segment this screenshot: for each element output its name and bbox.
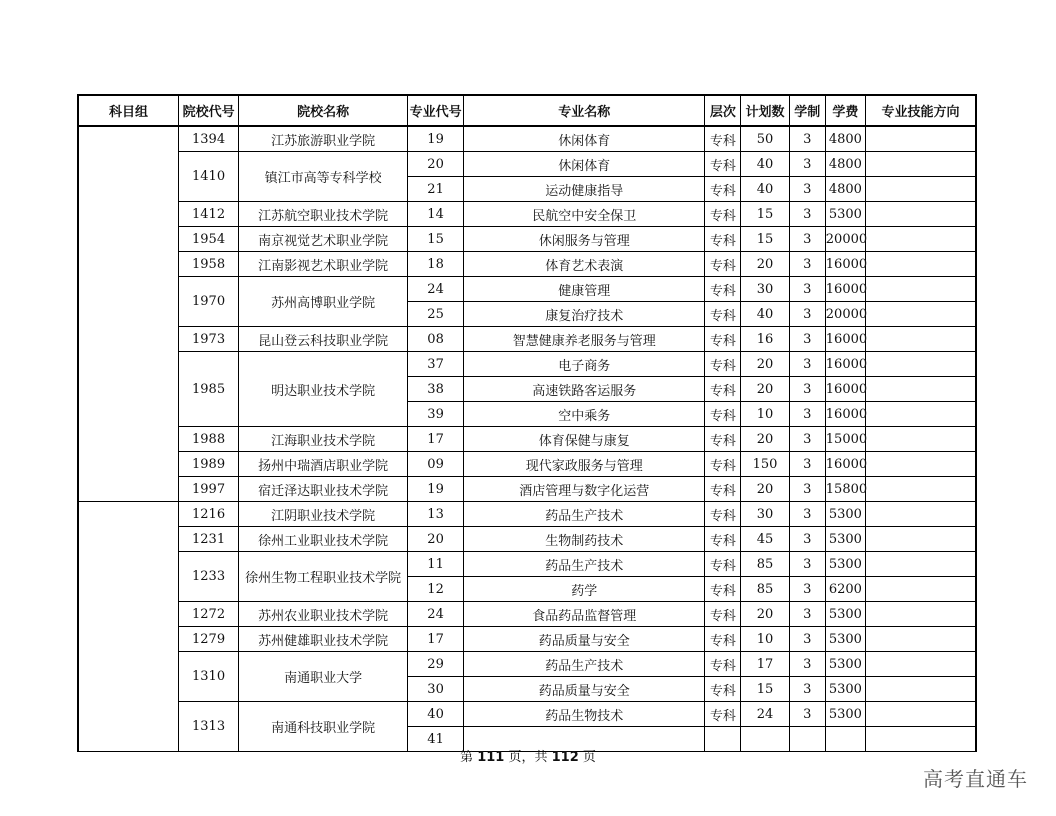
plan-count-cell: 15 bbox=[741, 202, 789, 227]
plan-count-cell: 20 bbox=[741, 477, 789, 502]
level-cell: 专科 bbox=[705, 502, 741, 527]
major-code-cell: 29 bbox=[407, 652, 463, 677]
level-cell: 专科 bbox=[705, 202, 741, 227]
school-name-cell: 镇江市高等专科学校 bbox=[239, 152, 408, 202]
plan-count-cell: 20 bbox=[741, 602, 789, 627]
plan-count-cell: 16 bbox=[741, 327, 789, 352]
school-name-cell: 明达职业技术学院 bbox=[239, 352, 408, 427]
school-name-cell: 昆山登云科技职业学院 bbox=[239, 327, 408, 352]
skill-direction-cell bbox=[865, 227, 976, 252]
tuition-cell: 5300 bbox=[825, 677, 865, 702]
major-code-cell: 37 bbox=[407, 352, 463, 377]
school-code-cell: 1313 bbox=[178, 702, 238, 752]
plan-count-cell: 15 bbox=[741, 677, 789, 702]
major-code-cell: 40 bbox=[407, 702, 463, 727]
tuition-cell: 5300 bbox=[825, 702, 865, 727]
years-cell: 3 bbox=[789, 252, 825, 277]
major-name-cell: 体育保健与康复 bbox=[464, 427, 705, 452]
tuition-cell: 5300 bbox=[825, 527, 865, 552]
major-code-cell: 19 bbox=[407, 477, 463, 502]
major-name-cell: 药品质量与安全 bbox=[464, 677, 705, 702]
tuition-cell: 5300 bbox=[825, 627, 865, 652]
plan-count-cell: 40 bbox=[741, 152, 789, 177]
school-code-cell: 1394 bbox=[178, 126, 238, 152]
major-code-cell: 24 bbox=[407, 602, 463, 627]
skill-direction-cell bbox=[865, 452, 976, 477]
admission-plan-table bbox=[77, 94, 977, 752]
skill-direction-cell bbox=[865, 277, 976, 302]
tuition-cell: 6200 bbox=[825, 577, 865, 602]
school-name-cell: 宿迁泽达职业技术学院 bbox=[239, 477, 408, 502]
school-code-cell: 1985 bbox=[178, 352, 238, 427]
level-cell: 专科 bbox=[705, 477, 741, 502]
skill-direction-cell bbox=[865, 202, 976, 227]
skill-direction-cell bbox=[865, 652, 976, 677]
tuition-cell: 16000 bbox=[825, 252, 865, 277]
plan-count-cell: 15 bbox=[741, 227, 789, 252]
table-row bbox=[78, 152, 976, 177]
table-header-row bbox=[78, 95, 976, 126]
school-name-cell: 江海职业技术学院 bbox=[239, 427, 408, 452]
major-code-cell: 24 bbox=[407, 277, 463, 302]
school-name-cell: 徐州工业职业技术学院 bbox=[239, 527, 408, 552]
skill-direction-cell bbox=[865, 352, 976, 377]
major-code-cell: 20 bbox=[407, 152, 463, 177]
skill-direction-cell bbox=[865, 477, 976, 502]
header-school-code: 院校代号 bbox=[178, 95, 238, 126]
major-name-cell: 休闲服务与管理 bbox=[464, 227, 705, 252]
level-cell: 专科 bbox=[705, 352, 741, 377]
tuition-cell: 5300 bbox=[825, 552, 865, 577]
major-name-cell: 休闲体育 bbox=[464, 152, 705, 177]
header-major-name: 专业名称 bbox=[464, 95, 705, 126]
years-cell: 3 bbox=[789, 677, 825, 702]
years-cell: 3 bbox=[789, 552, 825, 577]
skill-direction-cell bbox=[865, 677, 976, 702]
tuition-cell: 4800 bbox=[825, 152, 865, 177]
level-cell: 专科 bbox=[705, 577, 741, 602]
school-name-cell: 江阴职业技术学院 bbox=[239, 502, 408, 527]
school-code-cell: 1233 bbox=[178, 552, 238, 602]
major-code-cell: 30 bbox=[407, 677, 463, 702]
admission-plan-table-container bbox=[77, 94, 977, 747]
plan-count-cell: 10 bbox=[741, 627, 789, 652]
subject-group-cell bbox=[78, 502, 178, 752]
major-name-cell: 体育艺术表演 bbox=[464, 252, 705, 277]
major-name-cell: 电子商务 bbox=[464, 352, 705, 377]
major-name-cell: 健康管理 bbox=[464, 277, 705, 302]
school-code-cell: 1272 bbox=[178, 602, 238, 627]
table-row bbox=[78, 602, 976, 627]
plan-count-cell: 20 bbox=[741, 427, 789, 452]
table-row bbox=[78, 202, 976, 227]
header-subject-group: 科目组 bbox=[78, 95, 178, 126]
years-cell: 3 bbox=[789, 152, 825, 177]
level-cell: 专科 bbox=[705, 402, 741, 427]
school-code-cell: 1989 bbox=[178, 452, 238, 477]
plan-count-cell: 30 bbox=[741, 502, 789, 527]
level-cell: 专科 bbox=[705, 252, 741, 277]
school-code-cell: 1988 bbox=[178, 427, 238, 452]
skill-direction-cell bbox=[865, 702, 976, 727]
school-name-cell: 江苏航空职业技术学院 bbox=[239, 202, 408, 227]
tuition-cell: 16000 bbox=[825, 352, 865, 377]
years-cell: 3 bbox=[789, 202, 825, 227]
table-row bbox=[78, 652, 976, 677]
footer-middle: 页，共 bbox=[504, 750, 552, 765]
major-name-cell: 食品药品监督管理 bbox=[464, 602, 705, 627]
major-name-cell: 药品生物技术 bbox=[464, 702, 705, 727]
years-cell: 3 bbox=[789, 577, 825, 602]
level-cell: 专科 bbox=[705, 702, 741, 727]
tuition-cell: 5300 bbox=[825, 602, 865, 627]
level-cell: 专科 bbox=[705, 152, 741, 177]
major-name-cell: 民航空中安全保卫 bbox=[464, 202, 705, 227]
years-cell: 3 bbox=[789, 452, 825, 477]
years-cell: 3 bbox=[789, 477, 825, 502]
school-code-cell: 1412 bbox=[178, 202, 238, 227]
plan-count-cell: 85 bbox=[741, 577, 789, 602]
level-cell: 专科 bbox=[705, 126, 741, 152]
level-cell: 专科 bbox=[705, 177, 741, 202]
major-name-cell: 药品生产技术 bbox=[464, 502, 705, 527]
skill-direction-cell bbox=[865, 602, 976, 627]
skill-direction-cell bbox=[865, 377, 976, 402]
school-code-cell: 1970 bbox=[178, 277, 238, 327]
level-cell: 专科 bbox=[705, 427, 741, 452]
major-code-cell: 19 bbox=[407, 126, 463, 152]
plan-count-cell: 20 bbox=[741, 377, 789, 402]
watermark: 高考直通车 bbox=[923, 767, 1028, 791]
school-code-cell: 1958 bbox=[178, 252, 238, 277]
subject-group-cell bbox=[78, 126, 178, 502]
tuition-cell: 16000 bbox=[825, 277, 865, 302]
skill-direction-cell bbox=[865, 402, 976, 427]
major-code-cell: 25 bbox=[407, 302, 463, 327]
header-level: 层次 bbox=[705, 95, 741, 126]
tuition-cell: 5300 bbox=[825, 202, 865, 227]
school-code-cell: 1279 bbox=[178, 627, 238, 652]
table-row bbox=[78, 252, 976, 277]
skill-direction-cell bbox=[865, 252, 976, 277]
school-code-cell: 1216 bbox=[178, 502, 238, 527]
table-row bbox=[78, 502, 976, 527]
skill-direction-cell bbox=[865, 302, 976, 327]
skill-direction-cell bbox=[865, 627, 976, 652]
school-code-cell: 1997 bbox=[178, 477, 238, 502]
page-footer bbox=[0, 746, 1056, 765]
years-cell: 3 bbox=[789, 277, 825, 302]
plan-count-cell: 150 bbox=[741, 452, 789, 477]
table-row bbox=[78, 702, 976, 727]
level-cell: 专科 bbox=[705, 527, 741, 552]
table-row bbox=[78, 527, 976, 552]
total-page-number: 112 bbox=[551, 750, 579, 765]
table-row bbox=[78, 552, 976, 577]
skill-direction-cell bbox=[865, 177, 976, 202]
skill-direction-cell bbox=[865, 427, 976, 452]
header-school-name: 院校名称 bbox=[239, 95, 408, 126]
header-years: 学制 bbox=[789, 95, 825, 126]
tuition-cell: 15000 bbox=[825, 427, 865, 452]
tuition-cell: 20000 bbox=[825, 302, 865, 327]
school-code-cell: 1310 bbox=[178, 652, 238, 702]
major-name-cell: 生物制药技术 bbox=[464, 527, 705, 552]
tuition-cell: 4800 bbox=[825, 177, 865, 202]
plan-count-cell: 17 bbox=[741, 652, 789, 677]
tuition-cell: 16000 bbox=[825, 327, 865, 352]
tuition-cell: 4800 bbox=[825, 126, 865, 152]
plan-count-cell: 45 bbox=[741, 527, 789, 552]
table-row bbox=[78, 477, 976, 502]
table-row bbox=[78, 227, 976, 252]
level-cell: 专科 bbox=[705, 227, 741, 252]
plan-count-cell: 85 bbox=[741, 552, 789, 577]
plan-count-cell: 50 bbox=[741, 126, 789, 152]
major-name-cell: 空中乘务 bbox=[464, 402, 705, 427]
plan-count-cell: 20 bbox=[741, 252, 789, 277]
major-code-cell: 41 bbox=[407, 727, 463, 752]
school-code-cell: 1954 bbox=[178, 227, 238, 252]
tuition-cell: 16000 bbox=[825, 402, 865, 427]
tuition-cell: 5300 bbox=[825, 502, 865, 527]
school-name-cell: 苏州健雄职业技术学院 bbox=[239, 627, 408, 652]
tuition-cell: 5300 bbox=[825, 652, 865, 677]
skill-direction-cell bbox=[865, 577, 976, 602]
table-row bbox=[78, 352, 976, 377]
school-name-cell: 南通职业大学 bbox=[239, 652, 408, 702]
years-cell: 3 bbox=[789, 652, 825, 677]
major-name-cell: 运动健康指导 bbox=[464, 177, 705, 202]
years-cell: 3 bbox=[789, 527, 825, 552]
school-code-cell: 1231 bbox=[178, 527, 238, 552]
level-cell: 专科 bbox=[705, 677, 741, 702]
major-code-cell: 09 bbox=[407, 452, 463, 477]
years-cell: 3 bbox=[789, 352, 825, 377]
level-cell: 专科 bbox=[705, 552, 741, 577]
major-code-cell: 20 bbox=[407, 527, 463, 552]
major-code-cell: 17 bbox=[407, 427, 463, 452]
table-body bbox=[78, 126, 976, 752]
school-name-cell: 徐州生物工程职业技术学院 bbox=[239, 552, 408, 602]
table-row bbox=[78, 427, 976, 452]
major-code-cell: 39 bbox=[407, 402, 463, 427]
plan-count-cell: 10 bbox=[741, 402, 789, 427]
major-name-cell: 现代家政服务与管理 bbox=[464, 452, 705, 477]
plan-count-cell: 30 bbox=[741, 277, 789, 302]
tuition-cell: 15800 bbox=[825, 477, 865, 502]
years-cell: 3 bbox=[789, 427, 825, 452]
level-cell: 专科 bbox=[705, 627, 741, 652]
school-code-cell: 1410 bbox=[178, 152, 238, 202]
major-code-cell: 17 bbox=[407, 627, 463, 652]
major-name-cell: 康复治疗技术 bbox=[464, 302, 705, 327]
skill-direction-cell bbox=[865, 327, 976, 352]
years-cell: 3 bbox=[789, 302, 825, 327]
major-code-cell: 18 bbox=[407, 252, 463, 277]
years-cell: 3 bbox=[789, 377, 825, 402]
tuition-cell: 16000 bbox=[825, 452, 865, 477]
level-cell: 专科 bbox=[705, 602, 741, 627]
table-row bbox=[78, 627, 976, 652]
major-name-cell: 高速铁路客运服务 bbox=[464, 377, 705, 402]
school-name-cell: 南通科技职业学院 bbox=[239, 702, 408, 752]
major-name-cell: 药品质量与安全 bbox=[464, 627, 705, 652]
major-name-cell: 药品生产技术 bbox=[464, 652, 705, 677]
plan-count-cell: 40 bbox=[741, 177, 789, 202]
years-cell: 3 bbox=[789, 702, 825, 727]
major-code-cell: 11 bbox=[407, 552, 463, 577]
skill-direction-cell bbox=[865, 502, 976, 527]
school-name-cell: 苏州高博职业学院 bbox=[239, 277, 408, 327]
plan-count-cell: 40 bbox=[741, 302, 789, 327]
table-row bbox=[78, 277, 976, 302]
years-cell: 3 bbox=[789, 402, 825, 427]
school-code-cell: 1973 bbox=[178, 327, 238, 352]
years-cell: 3 bbox=[789, 227, 825, 252]
plan-count-cell: 20 bbox=[741, 352, 789, 377]
school-name-cell: 南京视觉艺术职业学院 bbox=[239, 227, 408, 252]
level-cell: 专科 bbox=[705, 377, 741, 402]
header-major-code: 专业代号 bbox=[407, 95, 463, 126]
footer-prefix: 第 bbox=[460, 750, 478, 765]
header-tuition: 学费 bbox=[825, 95, 865, 126]
header-plan-count: 计划数 bbox=[741, 95, 789, 126]
years-cell: 3 bbox=[789, 126, 825, 152]
years-cell: 3 bbox=[789, 627, 825, 652]
table-row bbox=[78, 126, 976, 152]
major-code-cell: 13 bbox=[407, 502, 463, 527]
skill-direction-cell bbox=[865, 527, 976, 552]
years-cell: 3 bbox=[789, 602, 825, 627]
plan-count-cell: 24 bbox=[741, 702, 789, 727]
footer-suffix: 页 bbox=[578, 750, 596, 765]
skill-direction-cell bbox=[865, 126, 976, 152]
level-cell: 专科 bbox=[705, 302, 741, 327]
major-name-cell: 药学 bbox=[464, 577, 705, 602]
table-row bbox=[78, 327, 976, 352]
school-name-cell: 苏州农业职业技术学院 bbox=[239, 602, 408, 627]
skill-direction-cell bbox=[865, 152, 976, 177]
major-code-cell: 14 bbox=[407, 202, 463, 227]
major-code-cell: 38 bbox=[407, 377, 463, 402]
major-name-cell: 酒店管理与数字化运营 bbox=[464, 477, 705, 502]
major-code-cell: 21 bbox=[407, 177, 463, 202]
skill-direction-cell bbox=[865, 552, 976, 577]
major-code-cell: 15 bbox=[407, 227, 463, 252]
level-cell: 专科 bbox=[705, 327, 741, 352]
years-cell: 3 bbox=[789, 177, 825, 202]
table-row bbox=[78, 452, 976, 477]
major-name-cell: 休闲体育 bbox=[464, 126, 705, 152]
major-name-cell: 智慧健康养老服务与管理 bbox=[464, 327, 705, 352]
major-code-cell: 12 bbox=[407, 577, 463, 602]
school-name-cell: 扬州中瑞酒店职业学院 bbox=[239, 452, 408, 477]
years-cell: 3 bbox=[789, 502, 825, 527]
school-name-cell: 江南影视艺术职业学院 bbox=[239, 252, 408, 277]
level-cell: 专科 bbox=[705, 277, 741, 302]
level-cell: 专科 bbox=[705, 652, 741, 677]
school-name-cell: 江苏旅游职业学院 bbox=[239, 126, 408, 152]
level-cell: 专科 bbox=[705, 452, 741, 477]
major-name-cell: 药品生产技术 bbox=[464, 552, 705, 577]
tuition-cell: 16000 bbox=[825, 377, 865, 402]
current-page-number: 111 bbox=[477, 750, 505, 765]
header-skill-direction: 专业技能方向 bbox=[865, 95, 976, 126]
years-cell: 3 bbox=[789, 327, 825, 352]
major-code-cell: 08 bbox=[407, 327, 463, 352]
tuition-cell: 20000 bbox=[825, 227, 865, 252]
